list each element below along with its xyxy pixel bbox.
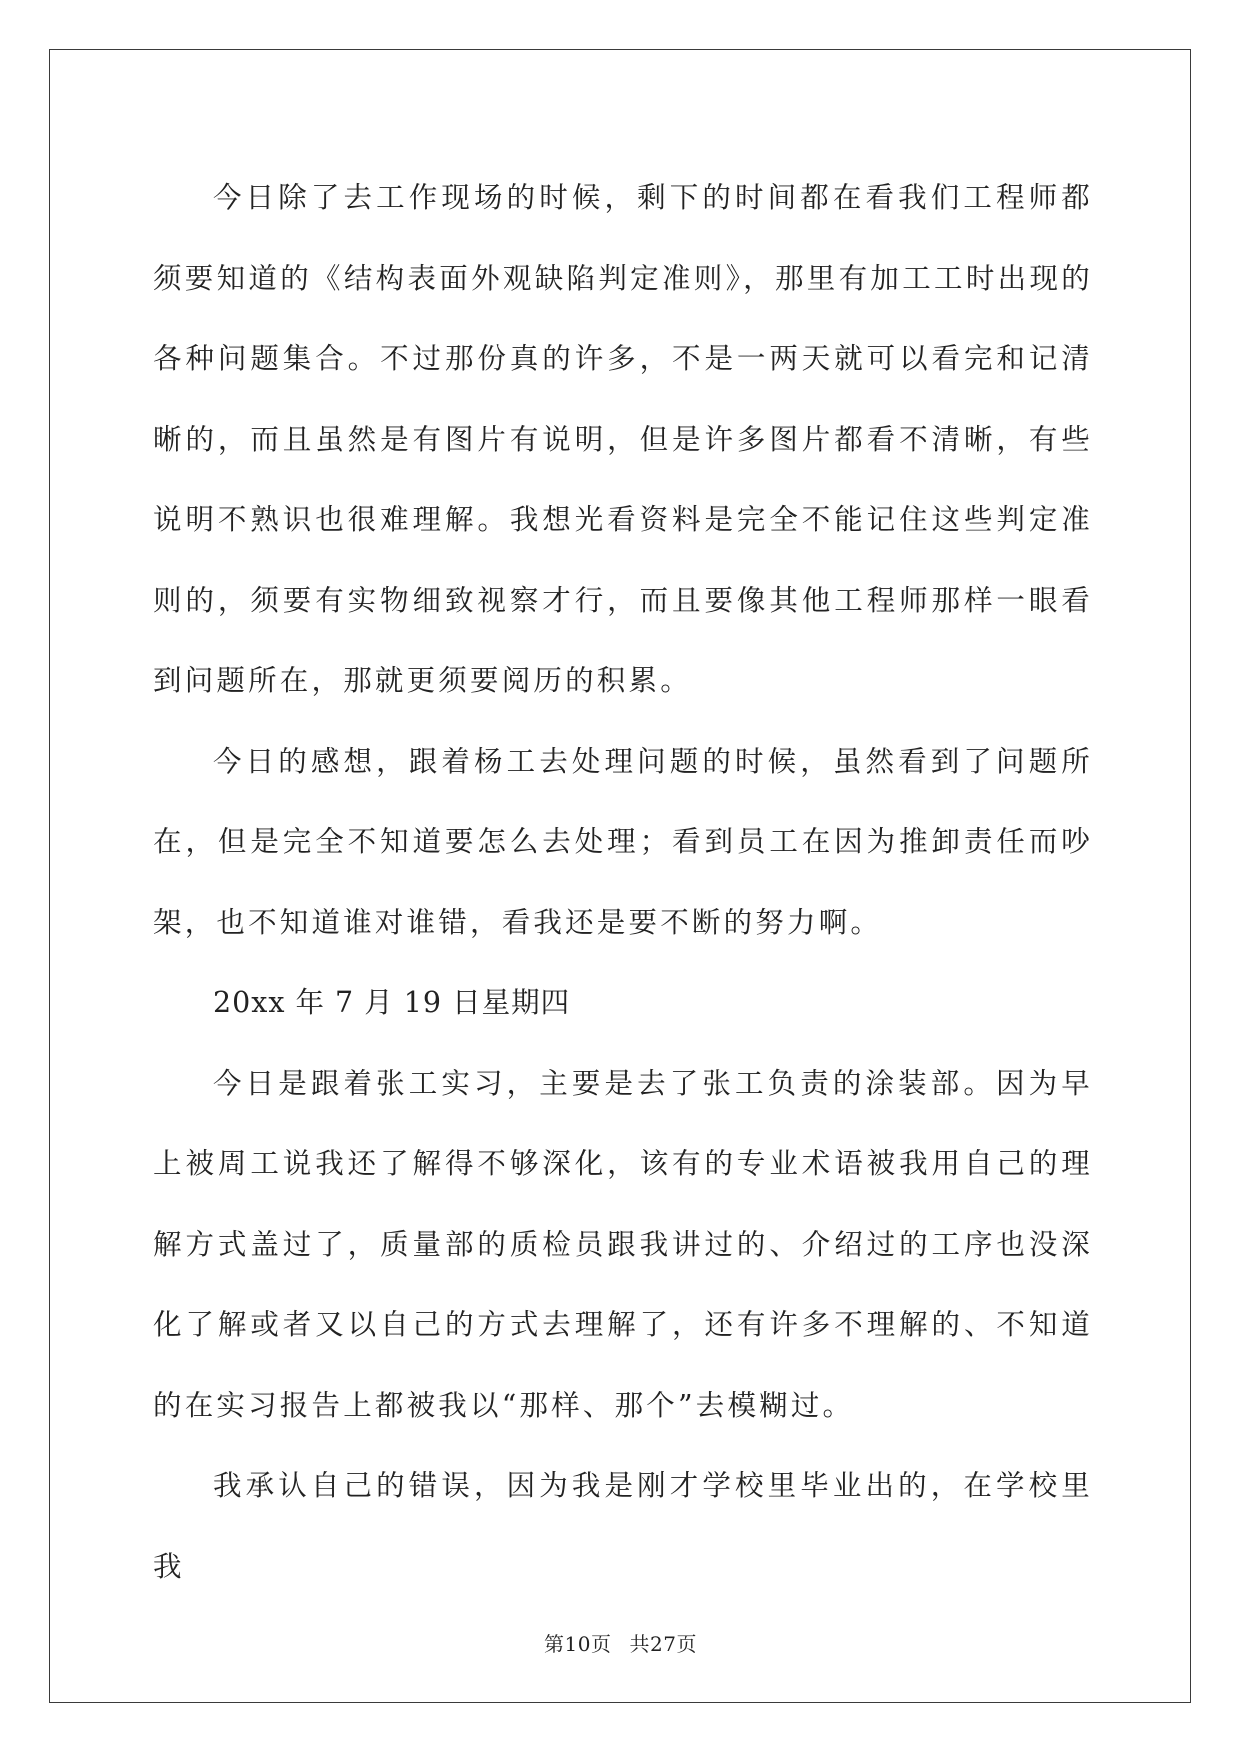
- paragraph: 今日的感想，跟着杨工去处理问题的时候，虽然看到了问题所在，但是完全不知道要怎么去处理；看到员工在因为推卸责任而吵架，也不知道谁对谁错，看我还是要不断的努力啊。: [153, 744, 1093, 939]
- paragraph: 今日是跟着张工实习，主要是去了张工负责的涂装部。因为早上被周工说我还了解得不够深化，该有的专业术语被我用自己的理解方式盖过了，质量部的质检员跟我讲过的、介绍过的工序也没深化了解或者又以自己的方式去理解了，还有许多不理解的、不知道的在实习报告上都被我以“那样、那个”去模糊过。: [153, 1066, 1093, 1422]
- page-footer: [0, 1628, 1241, 1657]
- page-number: 第10页: [544, 1632, 612, 1656]
- page-total: 共27页: [629, 1632, 697, 1656]
- date-line: 20xx 年 7 月 19 日星期四: [213, 986, 571, 1019]
- document-body: [153, 158, 1093, 1607]
- paragraph: 今日除了去工作现场的时候，剩下的时间都在看我们工程师都须要知道的《结构表面外观缺陷判定准则》，那里有加工工时出现的各种问题集合。不过那份真的许多，不是一两天就可以看完和记清晰的，而且虽然是有图片有说明，但是许多图片都看不清晰，有些说明不熟识也很难理解。我想光看资料是完全不能记住这些判定准则的，须要有实物细致视察才行，而且要像其他工程师那样一眼看到问题所在，那就更须要阅历的积累。: [153, 181, 1093, 697]
- paragraph: 我承认自己的错误，因为我是刚才学校里毕业出的，在学校里我: [153, 1469, 1093, 1583]
